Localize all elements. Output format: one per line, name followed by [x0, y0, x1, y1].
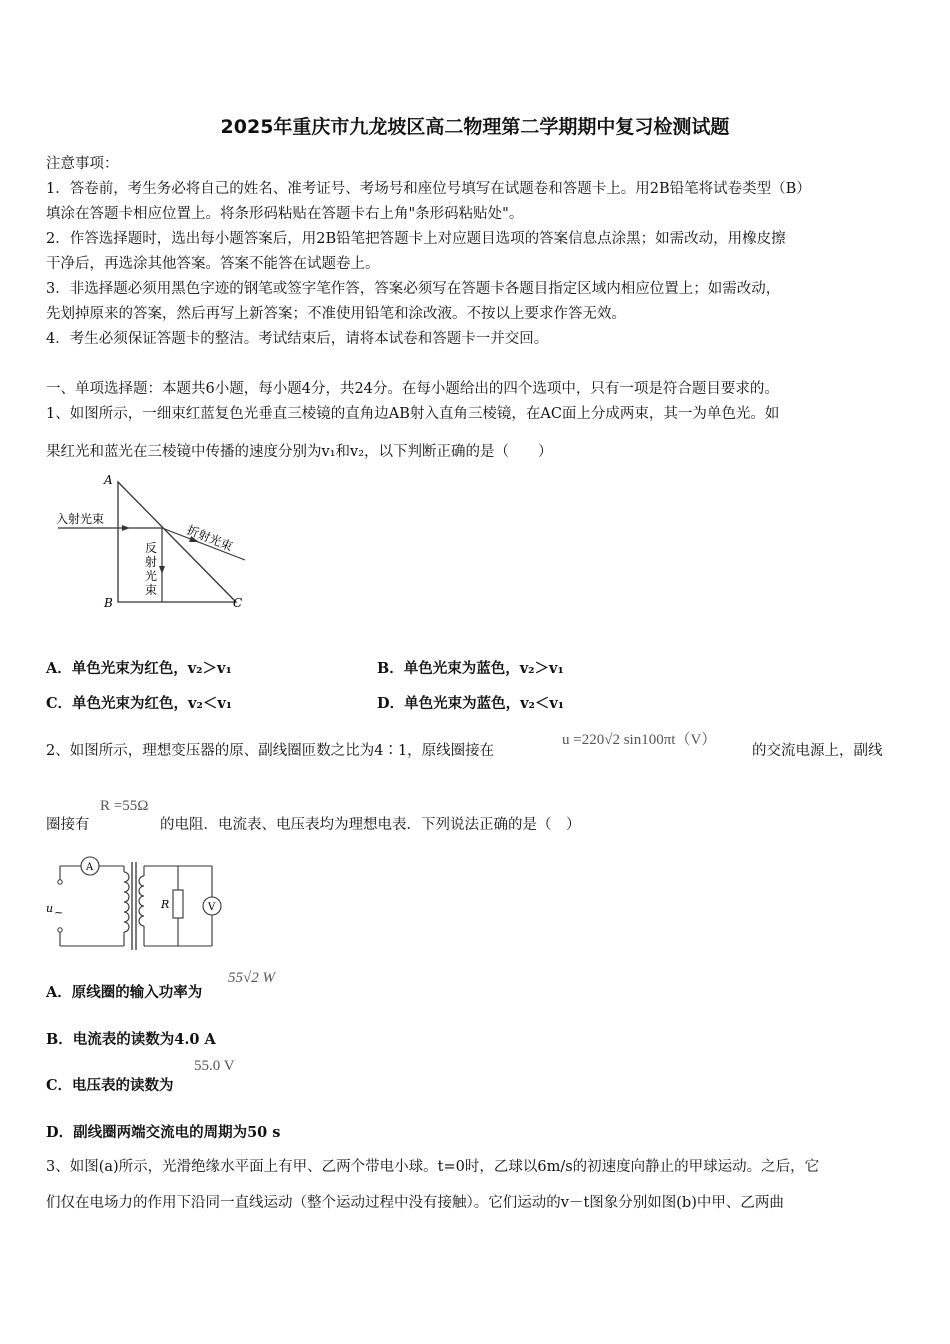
transformer-figure [44, 852, 229, 952]
q2-stem-line: 圈接有 [46, 817, 90, 833]
reflected-beam-label: 射 [145, 555, 158, 569]
vertex-label-a: A [104, 473, 113, 487]
vertex-label-b: B [104, 596, 113, 610]
source-u-label: u [46, 902, 54, 915]
notice-line: 3．非选择题必须用黑色字迹的钢笔或签字笔作答，答案必须写在答题卡各题目指定区域内相应位置上；如需改动， [46, 281, 781, 297]
notice-line: 1．答卷前，考生务必将自己的姓名、准考证号、考场号和座位号填写在试题卷和答题卡上。用2B铅笔将试卷类型（B） [46, 181, 811, 197]
reflected-beam-label: 束 [145, 583, 158, 597]
incident-beam-label: 入射光束 [56, 512, 105, 526]
q2-option-c: C．电压表的读数为 [46, 1077, 174, 1094]
q1-option-b: B．单色光束为蓝色，v₂＞v₁ [377, 660, 564, 677]
voltmeter-label: V [208, 902, 216, 913]
page-title: 2025年重庆市九龙坡区高二物理第二学期期中复习检测试题 [220, 116, 730, 138]
source-wave-icon: ~ [54, 906, 64, 919]
q2-option-d: D．副线圈两端交流电的周期为50 s [46, 1124, 281, 1141]
prism-figure [50, 468, 260, 618]
q1-stem-line: 果红光和蓝光在三棱镜中传播的速度分别为v₁和v₂，以下判断正确的是（ ） [46, 444, 553, 460]
q1-option-a: A．单色光束为红色，v₂＞v₁ [46, 660, 232, 677]
reflected-beam-label: 光 [145, 569, 158, 583]
q2-stem-line: 的交流电源上，副线 [752, 743, 883, 759]
notice-line: 先划掉原来的答案，然后再写上新答案；不准使用铅笔和涂改液。不按以上要求作答无效。 [46, 306, 626, 322]
q3-stem-line: 3、如图(a)所示，光滑绝缘水平面上有甲、乙两个带电小球。t=0时，乙球以6m/s的初速度向静止的甲球运动。之后，它 [46, 1159, 820, 1175]
resistor-label: R [161, 898, 170, 911]
notice-line: 干净后，再选涂其他答案。答案不能答在试题卷上。 [46, 256, 380, 272]
q2-option-b: B．电流表的读数为4.0 A [46, 1031, 216, 1048]
q1-option-c: C．单色光束为红色，v₂＜v₁ [46, 695, 233, 712]
section-heading: 一、单项选择题：本题共6小题，每小题4分，共24分。在每小题给出的四个选项中，只有一项是符合题目要求的。 [46, 381, 779, 397]
refracted-beam-label: 折射光束 [184, 522, 235, 554]
notice-heading: 注意事项： [46, 156, 119, 172]
ammeter-label: A [86, 862, 94, 873]
q2-option-c-formula: 55.0 V [194, 1058, 235, 1074]
q2-stem-line: 2、如图所示，理想变压器的原、副线圈匝数之比为4∶1，原线圈接在 [46, 743, 495, 759]
notice-line: 2．作答选择题时，选出每小题答案后，用2B铅笔把答题卡上对应题目选项的答案信息点涂黑；如需改动，用橡皮擦 [46, 231, 786, 247]
q2-stem-line: 的电阻．电流表、电压表均为理想电表．下列说法正确的是（ ） [160, 817, 581, 833]
notice-line: 填涂在答题卡相应位置上。将条形码粘贴在答题卡右上角"条形码粘贴处"。 [46, 206, 524, 222]
q2-option-a-formula: 55√2 W [228, 970, 275, 986]
q1-option-d: D．单色光束为蓝色，v₂＜v₁ [377, 695, 565, 712]
q2-voltage-formula: u =220√2 sin100πt（V） [562, 732, 717, 748]
q3-stem-line: 们仅在电场力的作用下沿同一直线运动（整个运动过程中没有接触）。它们运动的v－t图象分别如图(b)中甲、乙两曲 [46, 1195, 784, 1211]
reflected-beam-label: 反 [145, 541, 158, 555]
vertex-label-c: C [233, 596, 243, 610]
notice-line: 4．考生必须保证答题卡的整洁。考试结束后，请将本试卷和答题卡一并交回。 [46, 331, 549, 347]
q1-stem-line: 1、如图所示，一细束红蓝复色光垂直三棱镜的直角边AB射入直角三棱镜，在AC面上分成两束，其一为单色光。如 [46, 406, 780, 422]
q2-option-a: A．原线圈的输入功率为 [46, 984, 203, 1001]
q2-resistance-formula: R =55Ω [100, 798, 149, 814]
